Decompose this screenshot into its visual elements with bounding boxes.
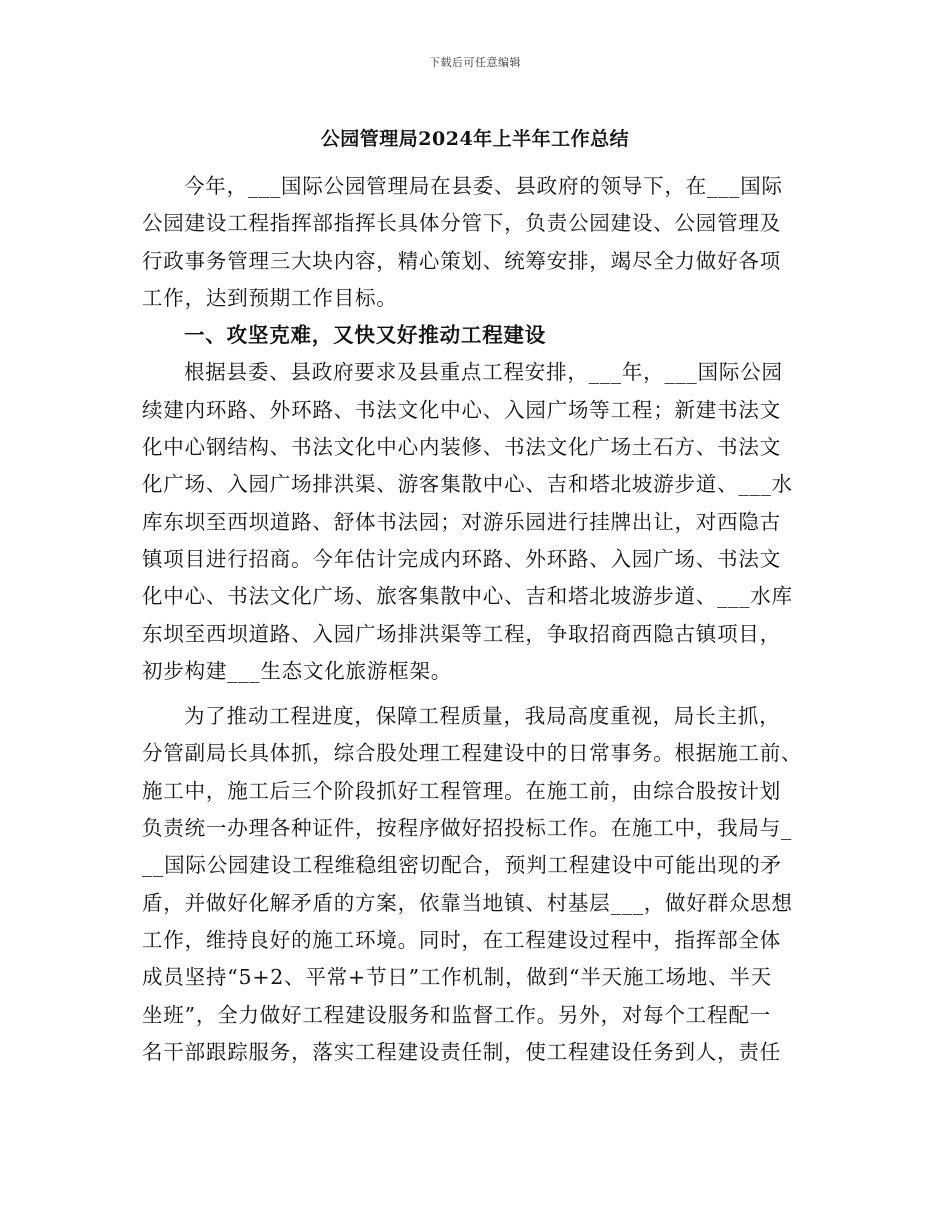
text-line: 行政事务管理三大块内容，精心策划、统筹安排，竭尽全力做好各项 xyxy=(142,248,781,273)
text-line: 今年，___国际公园管理局在县委、县政府的领导下，在___国际 xyxy=(184,174,783,198)
paragraph-2 xyxy=(142,698,810,1071)
section-heading: 一、攻坚克难，又快又好推动工程建设 xyxy=(184,323,547,348)
document-title: 公园管理局2024年上半年工作总结 xyxy=(320,128,630,150)
text-line: 续建内环路、外环路、书法文化中心、入园广场等工程；新建书法文 xyxy=(142,397,781,422)
text-line: 根据县委、县政府要求及县重点工程安排，___年，___国际公园 xyxy=(184,360,783,385)
text-line: 东坝至西坝道路、入园广场排洪渠等工程，争取招商西隐古镇项目， xyxy=(142,621,781,646)
text-line: 工作，达到预期工作目标。 xyxy=(142,285,398,310)
text-line: 成员坚持“5+2、平常+节日”工作机制，做到“半天施工场地、半天 xyxy=(142,965,772,990)
text-line: 分管副局长具体抓，综合股处理工程建设中的日常事务。根据施工前、 xyxy=(142,741,803,766)
text-line: 工作，维持良好的施工环境。同时，在工程建设过程中，指挥部全体 xyxy=(142,927,781,952)
document-body xyxy=(142,168,810,1071)
text-line: 库东坝至西坝道路、舒体书法园；对游乐园进行挂牌出让，对西隐古 xyxy=(142,509,781,534)
text-line: 负责统一办理各种证件，按程序做好招投标工作。在施工中，我局与_ xyxy=(142,816,793,841)
paragraph-1 xyxy=(142,354,810,690)
text-line: 施工中，施工后三个阶段抓好工程管理。在施工前，由综合股按计划 xyxy=(142,778,781,803)
page-header-note: 下载后可任意编辑 xyxy=(429,56,521,69)
text-line: 名干部跟踪服务，落实工程建设责任制，使工程建设任务到人，责任 xyxy=(142,1039,781,1064)
text-line: 盾，并做好化解矛盾的方案，依靠当地镇、村基层___，做好群众思想 xyxy=(142,890,793,915)
text-line: 镇项目进行招商。今年估计完成内环路、外环路、入园广场、书法文 xyxy=(142,546,781,571)
text-line: 化广场、入园广场排洪渠、游客集散中心、吉和塔北坡游步道、___水 xyxy=(142,472,793,497)
text-line: 化中心钢结构、书法文化中心内装修、书法文化广场土石方、书法文 xyxy=(142,435,781,460)
text-line: 为了推动工程进度，保障工程质量，我局高度重视，局长主抓， xyxy=(184,704,781,729)
text-line: 公园建设工程指挥部指挥长具体分管下，负责公园建设、公园管理及 xyxy=(142,211,781,236)
paragraph-gap xyxy=(142,690,810,698)
text-line: 初步构建___生态文化旅游框架。 xyxy=(142,658,453,683)
intro-paragraph xyxy=(142,168,810,317)
text-line: __国际公园建设工程维稳组密切配合，预判工程建设中可能出现的矛 xyxy=(142,853,782,878)
text-line: 坐班”，全力做好工程建设服务和监督工作。另外，对每个工程配一 xyxy=(142,1002,771,1027)
text-line: 化中心、书法文化广场、旅客集散中心、吉和塔北坡游步道、___水库 xyxy=(142,584,793,609)
